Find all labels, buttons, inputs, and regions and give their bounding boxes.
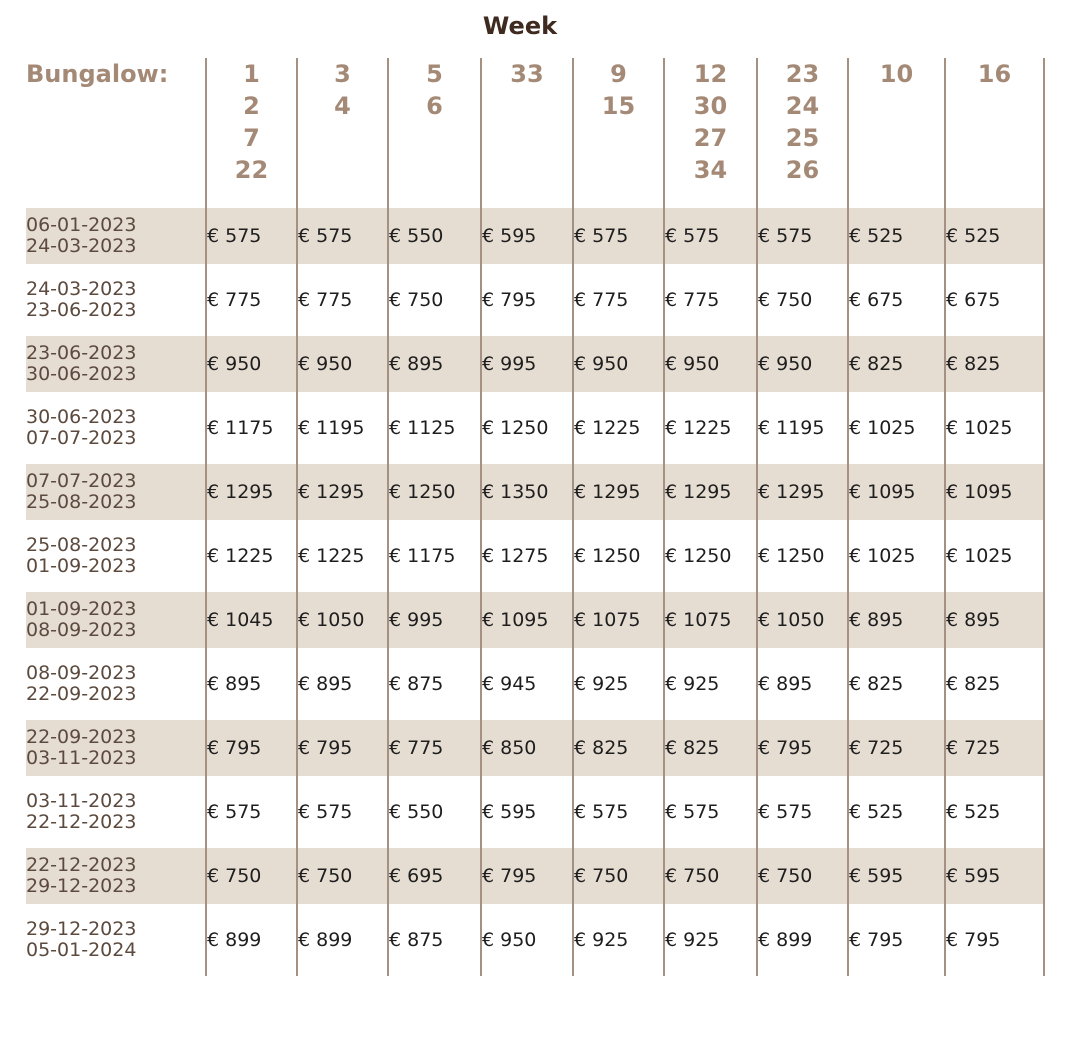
bungalow-number: 26 (785, 156, 820, 184)
bungalow-column-header (388, 58, 481, 208)
date-to: 01-09-2023 (26, 555, 137, 577)
price-cell: € 1045 (206, 592, 297, 648)
date-from: 07-07-2023 (26, 470, 137, 492)
price-cell: € 675 (945, 264, 1044, 336)
price-cell: € 795 (481, 264, 573, 336)
price-cell: € 1295 (206, 464, 297, 520)
price-cell: € 750 (757, 264, 848, 336)
bungalow-column-header (664, 58, 757, 208)
bungalow-column-header (481, 58, 573, 208)
price-cell: € 945 (481, 648, 573, 720)
bungalow-number: 5 (426, 60, 443, 88)
price-cell: € 875 (388, 904, 481, 976)
price-cell: € 1125 (388, 392, 481, 464)
price-cell: € 1250 (481, 392, 573, 464)
price-cell: € 550 (388, 208, 481, 264)
bungalow-column-header (573, 58, 664, 208)
date-range (26, 208, 206, 264)
bungalow-column-header (848, 58, 945, 208)
price-cell: € 899 (757, 904, 848, 976)
date-from: 01-09-2023 (26, 598, 137, 620)
price-cell: € 1225 (297, 520, 388, 592)
bungalow-label: Bungalow: (26, 60, 169, 88)
date-range (26, 520, 206, 592)
price-cell: € 1250 (664, 520, 757, 592)
price-cell: € 525 (848, 776, 945, 848)
bungalow-number: 30 (693, 92, 728, 120)
date-from: 30-06-2023 (26, 406, 137, 428)
price-cell: € 1025 (945, 520, 1044, 592)
price-cell: € 995 (388, 592, 481, 648)
price-cell: € 895 (757, 648, 848, 720)
date-to: 25-08-2023 (26, 491, 137, 513)
price-cell: € 825 (848, 648, 945, 720)
bungalow-column-header (945, 58, 1044, 208)
price-cell: € 750 (388, 264, 481, 336)
price-cell: € 825 (848, 336, 945, 392)
price-cell: € 725 (945, 720, 1044, 776)
date-range (26, 392, 206, 464)
bungalow-number: 34 (693, 156, 728, 184)
date-range (26, 264, 206, 336)
date-range (26, 720, 206, 776)
date-from: 29-12-2023 (26, 918, 137, 940)
date-from: 23-06-2023 (26, 342, 137, 364)
price-cell: € 895 (945, 592, 1044, 648)
bungalow-number: 24 (785, 92, 820, 120)
price-cell: € 1250 (757, 520, 848, 592)
price-cell: € 1350 (481, 464, 573, 520)
price-cell: € 1225 (573, 392, 664, 464)
price-cell: € 1075 (573, 592, 664, 648)
bungalow-number: 2 (243, 92, 260, 120)
bungalow-number: 12 (693, 60, 728, 88)
table-row (26, 336, 1044, 392)
bungalow-column-header (206, 58, 297, 208)
bungalow-column-header (757, 58, 848, 208)
price-cell: € 575 (206, 776, 297, 848)
price-cell: € 1225 (664, 392, 757, 464)
price-cell: € 1295 (297, 464, 388, 520)
bungalow-column-header (297, 58, 388, 208)
date-to: 29-12-2023 (26, 875, 137, 897)
price-cell: € 725 (848, 720, 945, 776)
table-row (26, 264, 1044, 336)
date-from: 22-12-2023 (26, 854, 137, 876)
date-to: 05-01-2024 (26, 939, 137, 961)
price-cell: € 1275 (481, 520, 573, 592)
price-cell: € 950 (573, 336, 664, 392)
price-cell: € 1025 (848, 520, 945, 592)
date-range (26, 848, 206, 904)
price-cell: € 775 (206, 264, 297, 336)
price-cell: € 575 (664, 776, 757, 848)
date-from: 03-11-2023 (26, 790, 137, 812)
bungalow-number: 6 (426, 92, 443, 120)
table-row (26, 392, 1044, 464)
price-cell: € 795 (848, 904, 945, 976)
bungalow-number: 3 (334, 60, 351, 88)
price-cell: € 575 (297, 776, 388, 848)
price-cell: € 750 (664, 848, 757, 904)
price-cell: € 575 (573, 776, 664, 848)
bungalow-number: 15 (601, 92, 636, 120)
price-cell: € 595 (945, 848, 1044, 904)
price-cell: € 1250 (388, 464, 481, 520)
price-table (26, 58, 1045, 976)
price-cell: € 525 (848, 208, 945, 264)
price-cell: € 795 (757, 720, 848, 776)
price-cell: € 925 (664, 904, 757, 976)
price-cell: € 775 (297, 264, 388, 336)
price-cell: € 875 (388, 648, 481, 720)
date-from: 22-09-2023 (26, 726, 137, 748)
price-cell: € 525 (945, 776, 1044, 848)
price-cell: € 1025 (945, 392, 1044, 464)
price-cell: € 925 (664, 648, 757, 720)
price-cell: € 1025 (848, 392, 945, 464)
price-cell: € 895 (206, 648, 297, 720)
price-cell: € 850 (481, 720, 573, 776)
price-cell: € 950 (297, 336, 388, 392)
bungalow-number: 33 (510, 60, 544, 88)
price-cell: € 750 (757, 848, 848, 904)
price-cell: € 1095 (481, 592, 573, 648)
table-row (26, 208, 1044, 264)
date-range (26, 464, 206, 520)
date-from: 06-01-2023 (26, 214, 137, 236)
bungalow-number: 23 (785, 60, 820, 88)
price-cell: € 1095 (945, 464, 1044, 520)
bungalow-number: 4 (334, 92, 351, 120)
date-range (26, 904, 206, 976)
price-cell: € 795 (206, 720, 297, 776)
price-cell: € 925 (573, 904, 664, 976)
bungalow-number: 9 (610, 60, 627, 88)
price-cell: € 575 (757, 208, 848, 264)
price-cell: € 575 (664, 208, 757, 264)
price-cell: € 550 (388, 776, 481, 848)
bungalow-number: 7 (243, 124, 260, 152)
bungalow-number: 25 (785, 124, 820, 152)
price-cell: € 899 (297, 904, 388, 976)
price-cell: € 1195 (757, 392, 848, 464)
table-row (26, 904, 1044, 976)
price-cell: € 1175 (206, 392, 297, 464)
date-range (26, 592, 206, 648)
table-row (26, 520, 1044, 592)
date-to: 23-06-2023 (26, 299, 137, 321)
bungalow-number: 10 (879, 60, 914, 88)
price-cell: € 1050 (297, 592, 388, 648)
price-cell: € 1195 (297, 392, 388, 464)
price-cell: € 575 (757, 776, 848, 848)
price-cell: € 925 (573, 648, 664, 720)
price-cell: € 795 (297, 720, 388, 776)
date-from: 25-08-2023 (26, 534, 137, 556)
price-cell: € 950 (664, 336, 757, 392)
price-cell: € 575 (297, 208, 388, 264)
price-cell: € 595 (481, 776, 573, 848)
price-cell: € 1295 (573, 464, 664, 520)
price-cell: € 895 (297, 648, 388, 720)
bungalow-number: 27 (693, 124, 728, 152)
price-cell: € 1050 (757, 592, 848, 648)
header-row (26, 58, 1044, 208)
date-to: 30-06-2023 (26, 363, 137, 385)
price-cell: € 1225 (206, 520, 297, 592)
date-to: 24-03-2023 (26, 235, 137, 257)
price-cell: € 995 (481, 336, 573, 392)
price-cell: € 1295 (664, 464, 757, 520)
price-cell: € 775 (664, 264, 757, 336)
price-cell: € 595 (848, 848, 945, 904)
price-cell: € 825 (945, 336, 1044, 392)
price-cell: € 750 (206, 848, 297, 904)
date-range (26, 336, 206, 392)
price-cell: € 750 (573, 848, 664, 904)
date-from: 24-03-2023 (26, 278, 137, 300)
table-row (26, 648, 1044, 720)
price-cell: € 750 (297, 848, 388, 904)
date-to: 22-09-2023 (26, 683, 137, 705)
date-range (26, 648, 206, 720)
price-cell: € 899 (206, 904, 297, 976)
date-range (26, 776, 206, 848)
date-to: 07-07-2023 (26, 427, 137, 449)
date-to: 08-09-2023 (26, 619, 137, 641)
price-cell: € 675 (848, 264, 945, 336)
price-cell: € 575 (206, 208, 297, 264)
date-to: 22-12-2023 (26, 811, 137, 833)
price-cell: € 775 (573, 264, 664, 336)
table-row (26, 720, 1044, 776)
price-cell: € 575 (573, 208, 664, 264)
price-cell: € 525 (945, 208, 1044, 264)
price-cell: € 825 (945, 648, 1044, 720)
table-row (26, 464, 1044, 520)
price-cell: € 825 (664, 720, 757, 776)
bungalow-number: 16 (977, 60, 1012, 88)
price-cell: € 895 (388, 336, 481, 392)
table-row (26, 592, 1044, 648)
table-row (26, 848, 1044, 904)
table-row (26, 776, 1044, 848)
price-cell: € 595 (481, 208, 573, 264)
price-cell: € 1295 (757, 464, 848, 520)
price-cell: € 825 (573, 720, 664, 776)
bungalow-number: 1 (243, 60, 260, 88)
price-cell: € 1250 (573, 520, 664, 592)
week-title: Week (482, 12, 558, 40)
price-cell: € 695 (388, 848, 481, 904)
price-cell: € 795 (945, 904, 1044, 976)
price-cell: € 950 (206, 336, 297, 392)
price-cell: € 1175 (388, 520, 481, 592)
date-from: 08-09-2023 (26, 662, 137, 684)
price-cell: € 950 (481, 904, 573, 976)
date-to: 03-11-2023 (26, 747, 137, 769)
price-cell: € 1095 (848, 464, 945, 520)
table-body (26, 208, 1044, 976)
price-cell: € 1075 (664, 592, 757, 648)
price-cell: € 895 (848, 592, 945, 648)
price-cell: € 775 (388, 720, 481, 776)
bungalow-number: 22 (234, 156, 269, 184)
price-cell: € 950 (757, 336, 848, 392)
price-cell: € 795 (481, 848, 573, 904)
